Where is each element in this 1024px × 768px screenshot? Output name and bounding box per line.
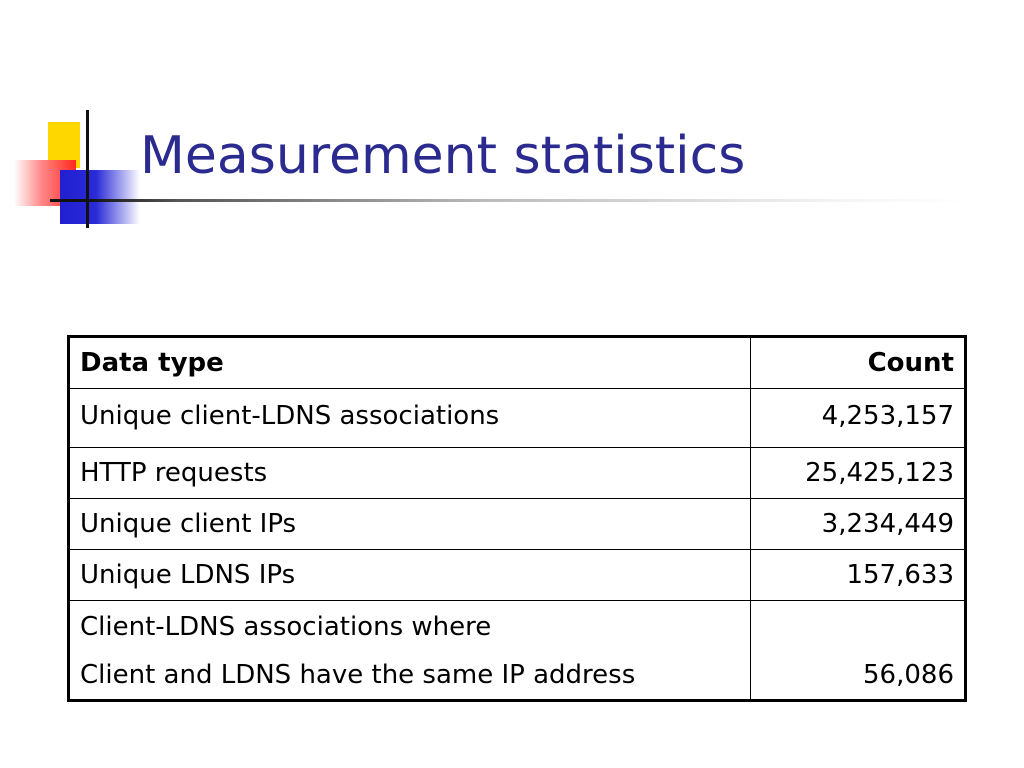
row-data-type: Unique client-LDNS associations [69, 389, 751, 448]
table-row [69, 448, 966, 499]
row-data-type: Unique LDNS IPs [69, 550, 751, 601]
row-count: 157,633 [751, 550, 966, 601]
logo-blue-square [60, 170, 140, 224]
row-count: 56,086 [751, 601, 966, 701]
row-data-type: Unique client IPs [69, 499, 751, 550]
slide-title: Measurement statistics [140, 126, 746, 186]
table-header-row [69, 337, 966, 389]
row-data-type-line2: Client and LDNS have the same IP address [80, 660, 636, 690]
row-data-type [69, 601, 751, 701]
title-divider [88, 199, 968, 202]
row-count: 3,234,449 [751, 499, 966, 550]
row-data-type-line1: Client-LDNS associations where [80, 612, 492, 642]
row-count: 25,425,123 [751, 448, 966, 499]
row-data-type: HTTP requests [69, 448, 751, 499]
table-row [69, 499, 966, 550]
table-row [69, 550, 966, 601]
row-count: 4,253,157 [751, 389, 966, 448]
logo-vertical-line [86, 110, 89, 228]
slide-logo-icon [0, 0, 160, 240]
header-count: Count [751, 337, 966, 389]
header-data-type: Data type [69, 337, 751, 389]
table-row [69, 601, 966, 701]
table-row [69, 389, 966, 448]
statistics-table [67, 335, 967, 702]
